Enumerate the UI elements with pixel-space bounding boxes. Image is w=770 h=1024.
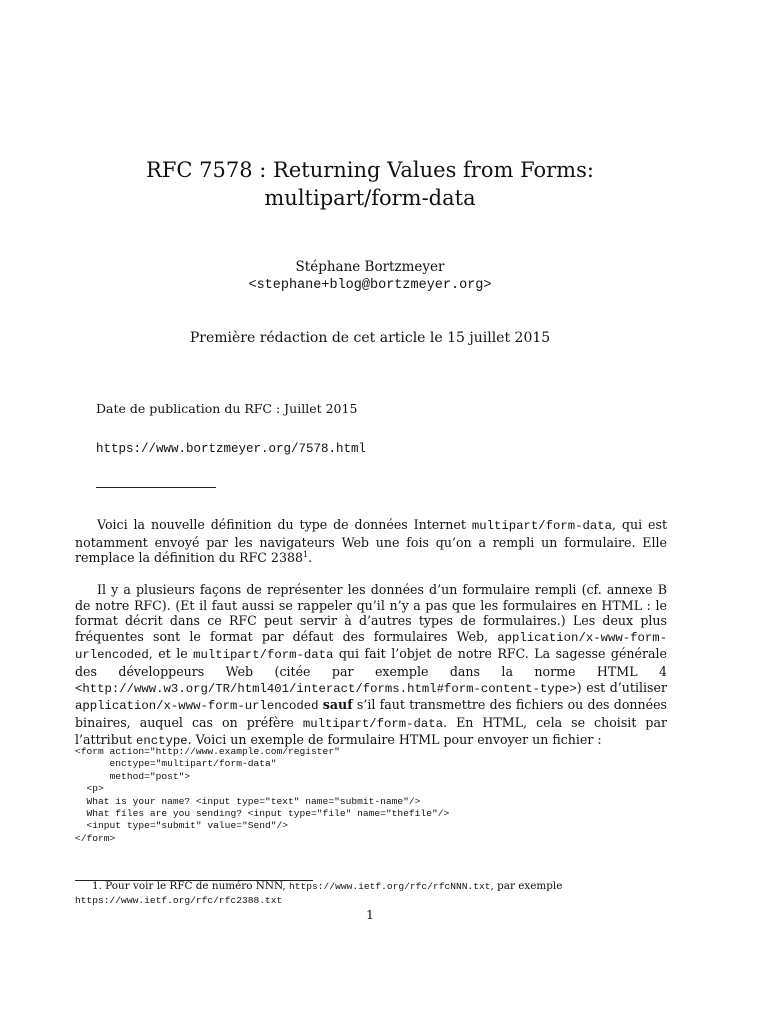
page-number: 1	[366, 907, 374, 922]
inline-code: application/x-www-form-urlencoded	[75, 699, 319, 714]
title-line-1: RFC 7578 : Returning Values from Forms:	[146, 158, 594, 182]
paragraph-text: Il y a plusieurs façons de représenter les données d’un formulaire rempli (cf. annexe B de notre RFC). (Et il faut aussi se rappeler qu’il n’y a pas que les formulaires en HTML : le format décrit dans ce RFC peut servir à d’autres types de formulaires.) Les deux plus fréquentes sont le format par défaut des formulaires Web,	[75, 582, 667, 644]
paragraph-text: . En HTML, cela se choisit par l’attribut	[75, 714, 667, 748]
rfc-url-template[interactable]: https://www.ietf.org/rfc/rfcNNN.txt	[289, 881, 491, 892]
separator-rule	[96, 487, 216, 488]
footnote-text: , par exemple	[490, 880, 563, 892]
author-email: <stephane+blog@bortzmeyer.org>	[248, 278, 492, 293]
emphasis-text: sauf	[322, 697, 353, 713]
paragraph-text: Voici la nouvelle définition du type de données Internet	[97, 517, 472, 532]
paragraph-text: . Voici un exemple de formulaire HTML pour envoyer un fichier :	[187, 732, 602, 748]
article-url-link[interactable]: https://www.bortzmeyer.org/7578.html	[96, 442, 367, 456]
inline-code: multipart/form-data	[302, 716, 444, 731]
inline-code: multipart/form-data	[193, 648, 334, 663]
paragraph-formats	[75, 582, 667, 750]
paragraph-intro	[75, 517, 667, 566]
inline-code: multipart/form-data	[471, 519, 613, 533]
footnote-text: 1. Pour voir le RFC de numéro NNN,	[92, 880, 290, 892]
footnote-reference[interactable]: 1	[303, 550, 309, 559]
author-name: Stéphane Bortzmeyer	[295, 259, 445, 275]
footnote-1	[75, 880, 667, 907]
inline-code: enctype	[135, 734, 188, 749]
rfc2388-link[interactable]: https://www.ietf.org/rfc/rfc2388.txt	[75, 894, 283, 906]
html4-spec-link[interactable]: <http://www.w3.org/TR/html401/interact/forms.html#form-content-type>	[75, 681, 577, 696]
inline-code: application/x-www-form-urlencoded	[75, 630, 667, 663]
document-title	[0, 156, 740, 212]
paragraph-text: qui fait l’objet de notre RFC. La sagesse générale des développeurs Web (citée par exemple dans la norme HTML 4	[75, 646, 667, 679]
publication-date: Date de publication du RFC : Juillet 2015	[96, 401, 358, 416]
paragraph-text: s’il faut transmettre des fichiers ou des données binaires, auquel cas on préfère	[75, 697, 667, 730]
title-line-2: multipart/form-data	[264, 186, 476, 210]
paragraph-text: , qui est notamment envoyé par les navigateurs Web une fois qu’on a rempli un formulaire. Elle remplace la définition du RFC 2388	[75, 517, 668, 566]
first-draft-date: Première rédaction de cet article le 15 juillet 2015	[189, 330, 551, 346]
paragraph-text: .	[308, 550, 313, 566]
paragraph-text: ) est d’utiliser	[576, 679, 667, 695]
paragraph-text: , et le	[148, 646, 194, 662]
html-form-code-example: <form action="http://www.example.com/register" enctype="multipart/form-data" method="post"> <p> What is your name? <input type="text" name="submit-name"/> What files are you sending? <input type="file" name="thefile"/> <input type="submit" value="Send"/> </form>	[75, 746, 450, 844]
